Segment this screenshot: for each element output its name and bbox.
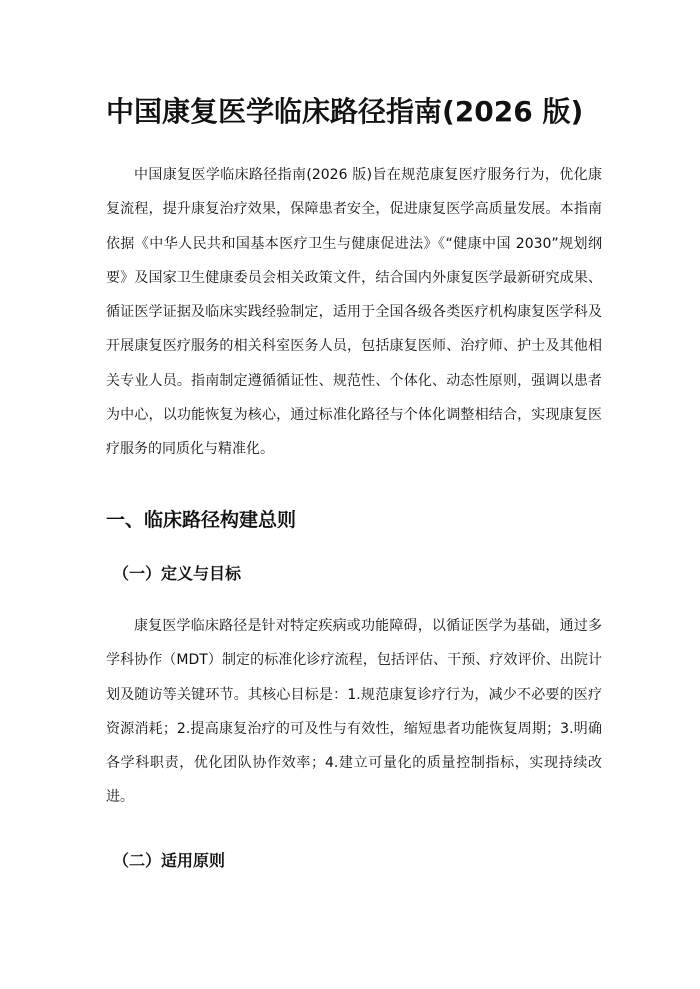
section-heading-clinical-pathway: 一、临床路径构建总则 <box>106 509 297 531</box>
subsection-heading-definition-goals: （一）定义与目标 <box>113 564 242 583</box>
subsection-heading-applicable-principles: （二）适用原则 <box>113 851 226 870</box>
document-title: 中国康复医学临床路径指南(2026 版) <box>106 95 584 128</box>
definition-paragraph: 康复医学临床路径是针对特定疾病或功能障碍，以循证医学为基础，通过多学科协作（MDT）制定的标准化诊疗流程，包括评估、干预、疗效评价、出院计划及随访等关键环节。其核心目标是：1.规范康复诊疗行为，减少不必要的医疗资源消耗；2.提高康复治疗的可及性与有效性，缩短患者功能恢复周期；3.明确各学科职责，优化团队协作效率；4.建立可量化的质量控制指标，实现持续改进。 <box>106 618 602 806</box>
intro-paragraph: 中国康复医学临床路径指南(2026 版)旨在规范康复医疗服务行为，优化康复流程，提升康复治疗效果，保障患者安全，促进康复医学高质量发展。本指南依据《中华人民共和国基本医疗卫生与健康促进法》《“健康中国 2030”规划纲要》及国家卫生健康委员会相关政策文件，结合国内外康复医学最新研究成果、循证医学证据及临床实践经验制定，适用于全国各级各类医疗机构康复医学科及开展康复医疗服务的相关科室医务人员，包括康复医师、治疗师、护士及其他相关专业人员。指南制定遵循循证性、规范性、个体化、动态性原则，强调以患者为中心，以功能恢复为核心，通过标准化路径与个体化调整相结合，实现康复医疗服务的同质化与精准化。 <box>106 167 602 458</box>
